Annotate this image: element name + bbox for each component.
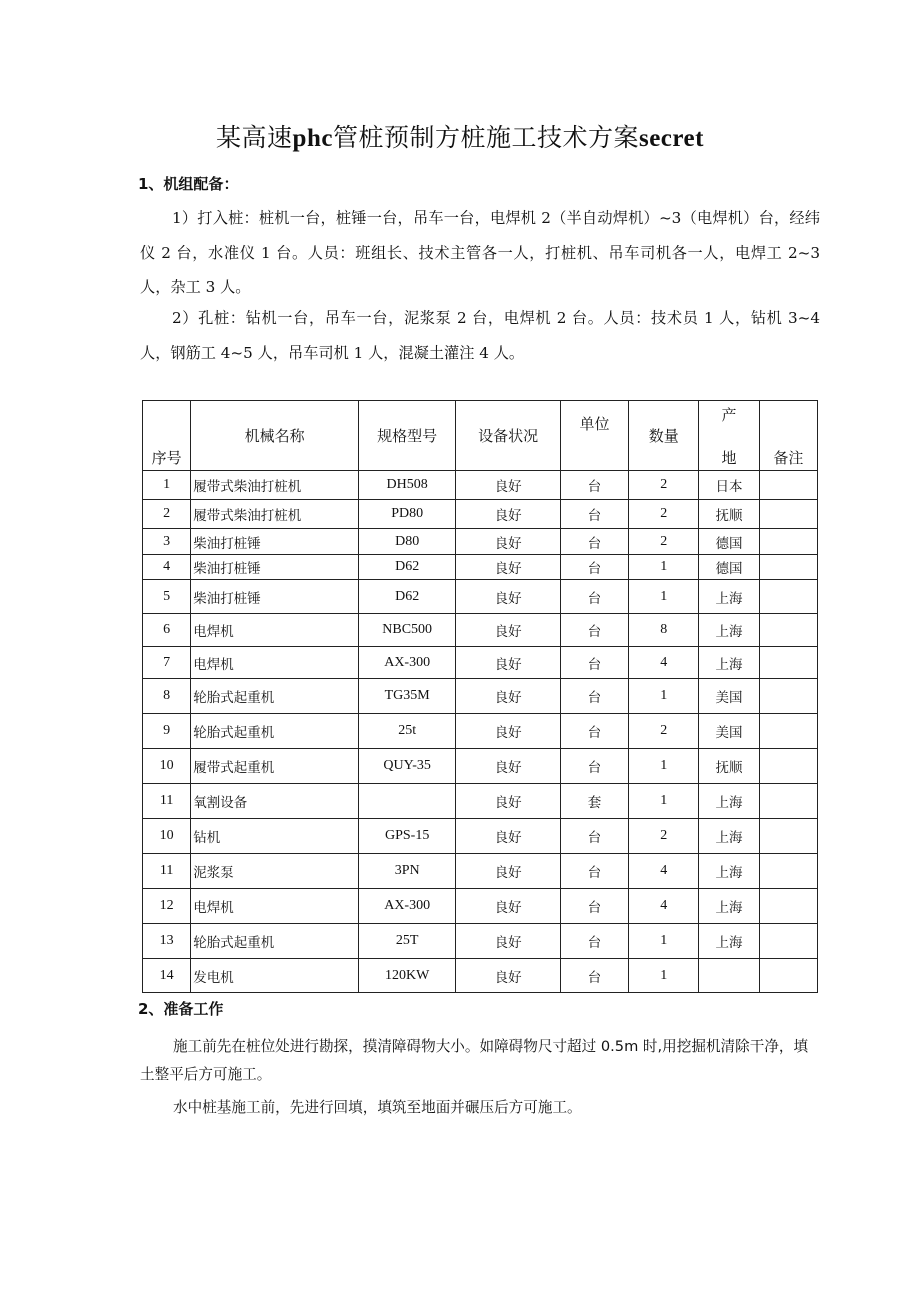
cell-name: 泥浆泵	[191, 854, 359, 889]
cell-qty: 2	[629, 819, 699, 854]
cell-unit: 台	[560, 471, 628, 500]
equipment-table	[142, 400, 818, 993]
cell-no: 4	[143, 555, 191, 580]
header-origin-bottom: 地	[721, 448, 737, 467]
cell-name: 轮胎式起重机	[191, 714, 359, 749]
cell-origin: 上海	[699, 580, 759, 614]
header-status-label: 设备状况	[478, 427, 539, 445]
cell-origin: 美国	[699, 714, 759, 749]
header-qty	[629, 401, 699, 471]
cell-qty: 1	[629, 580, 699, 614]
cell-status: 良好	[456, 784, 560, 819]
table-row	[143, 647, 818, 679]
table-row	[143, 749, 818, 784]
cell-name: 柴油打桩锤	[191, 555, 359, 580]
cell-unit: 台	[560, 889, 628, 924]
cell-origin: 上海	[699, 819, 759, 854]
cell-name: 电焊机	[191, 647, 359, 679]
cell-name: 氧割设备	[191, 784, 359, 819]
cell-unit: 台	[560, 714, 628, 749]
table-row	[143, 959, 818, 993]
cell-name: 轮胎式起重机	[191, 679, 359, 714]
title-bold-part: phc	[292, 125, 333, 152]
cell-no: 5	[143, 580, 191, 614]
cell-qty: 2	[629, 529, 699, 555]
table-row	[143, 500, 818, 529]
header-remark-label: 备注	[773, 449, 804, 467]
cell-origin: 德国	[699, 529, 759, 555]
cell-spec: AX-300	[358, 647, 455, 679]
page-title	[0, 118, 920, 159]
cell-spec: D62	[358, 555, 455, 580]
cell-origin: 上海	[699, 924, 759, 959]
cell-status: 良好	[456, 647, 560, 679]
cell-no: 1	[143, 471, 191, 500]
title-middle: 管桩预制方桩施工技术方案	[332, 123, 639, 152]
header-name	[191, 401, 359, 471]
cell-status: 良好	[456, 500, 560, 529]
cell-origin: 抚顺	[699, 749, 759, 784]
section2-heading: 2、准备工作	[138, 1000, 224, 1018]
cell-name: 轮胎式起重机	[191, 924, 359, 959]
cell-no: 2	[143, 500, 191, 529]
cell-origin: 上海	[699, 889, 759, 924]
cell-unit: 套	[560, 784, 628, 819]
table-row	[143, 555, 818, 580]
cell-qty: 4	[629, 647, 699, 679]
cell-status: 良好	[456, 819, 560, 854]
table-row	[143, 924, 818, 959]
title-prefix: 某高速	[216, 123, 293, 152]
cell-unit: 台	[560, 529, 628, 555]
cell-origin: 上海	[699, 784, 759, 819]
cell-name: 柴油打桩锤	[191, 580, 359, 614]
cell-spec: PD80	[358, 500, 455, 529]
header-unit	[560, 401, 628, 471]
cell-unit: 台	[560, 959, 628, 993]
cell-qty: 2	[629, 471, 699, 500]
cell-spec: 3PN	[358, 854, 455, 889]
cell-unit: 台	[560, 819, 628, 854]
title-suffix: secret	[638, 125, 704, 152]
cell-status: 良好	[456, 580, 560, 614]
cell-remark	[759, 924, 817, 959]
table-row	[143, 679, 818, 714]
cell-qty: 1	[629, 784, 699, 819]
cell-name: 钻机	[191, 819, 359, 854]
table-row	[143, 889, 818, 924]
cell-no: 12	[143, 889, 191, 924]
cell-status: 良好	[456, 679, 560, 714]
cell-unit: 台	[560, 580, 628, 614]
cell-status: 良好	[456, 714, 560, 749]
cell-origin: 德国	[699, 555, 759, 580]
cell-no: 11	[143, 784, 191, 819]
cell-remark	[759, 614, 817, 647]
cell-origin: 上海	[699, 854, 759, 889]
cell-origin: 美国	[699, 679, 759, 714]
cell-no: 11	[143, 854, 191, 889]
table-row	[143, 471, 818, 500]
table-row	[143, 784, 818, 819]
cell-remark	[759, 749, 817, 784]
cell-qty: 4	[629, 889, 699, 924]
cell-spec: D62	[358, 580, 455, 614]
cell-no: 6	[143, 614, 191, 647]
cell-status: 良好	[456, 749, 560, 784]
cell-name: 履带式起重机	[191, 749, 359, 784]
cell-status: 良好	[456, 924, 560, 959]
cell-spec: D80	[358, 529, 455, 555]
section1-para1: 1）打入桩：桩机一台，桩锤一台，吊车一台，电焊机 2（半自动焊机）~3（电焊机）台，经纬仪 2 台，水准仪 1 台。人员：班组长、技术主管各一人，打桩机、吊车司机各一人，电焊工 2~3 人，杂工 3 人。	[140, 209, 820, 296]
cell-unit: 台	[560, 749, 628, 784]
cell-no: 10	[143, 749, 191, 784]
cell-remark	[759, 959, 817, 993]
cell-name: 履带式柴油打桩机	[191, 471, 359, 500]
cell-spec: GPS-15	[358, 819, 455, 854]
cell-status: 良好	[456, 614, 560, 647]
table-row	[143, 580, 818, 614]
cell-remark	[759, 500, 817, 529]
cell-origin: 抚顺	[699, 500, 759, 529]
cell-spec: QUY-35	[358, 749, 455, 784]
table-row	[143, 819, 818, 854]
header-no-label: 序号	[151, 449, 182, 467]
cell-origin: 上海	[699, 647, 759, 679]
cell-qty: 2	[629, 714, 699, 749]
cell-name: 柴油打桩锤	[191, 529, 359, 555]
header-qty-label: 数量	[648, 427, 679, 445]
cell-remark	[759, 679, 817, 714]
section2-para2: 水中桩基施工前，先进行回填，填筑至地面并碾压后方可施工。	[173, 1099, 582, 1116]
cell-remark	[759, 889, 817, 924]
section2-para1: 施工前先在桩位处进行勘探，摸清障碍物大小。如障碍物尺寸超过 0.5m 时,用挖掘机清除干净，填土整平后方可施工。	[140, 1038, 809, 1083]
cell-remark	[759, 784, 817, 819]
table-row	[143, 529, 818, 555]
cell-qty: 4	[629, 854, 699, 889]
cell-origin: 上海	[699, 614, 759, 647]
cell-no: 10	[143, 819, 191, 854]
cell-unit: 台	[560, 854, 628, 889]
cell-status: 良好	[456, 529, 560, 555]
header-remark	[759, 401, 817, 471]
cell-no: 8	[143, 679, 191, 714]
cell-qty: 1	[629, 679, 699, 714]
cell-qty: 1	[629, 959, 699, 993]
header-origin	[699, 401, 759, 471]
cell-spec: 25T	[358, 924, 455, 959]
cell-remark	[759, 529, 817, 555]
cell-remark	[759, 580, 817, 614]
cell-qty: 2	[629, 500, 699, 529]
cell-spec: 120KW	[358, 959, 455, 993]
cell-remark	[759, 819, 817, 854]
section1-heading: 1、机组配备：	[138, 175, 239, 193]
cell-origin	[699, 959, 759, 993]
table-header-row	[143, 401, 818, 471]
cell-qty: 1	[629, 555, 699, 580]
cell-status: 良好	[456, 959, 560, 993]
cell-remark	[759, 555, 817, 580]
cell-remark	[759, 647, 817, 679]
cell-status: 良好	[456, 854, 560, 889]
cell-remark	[759, 471, 817, 500]
header-no	[143, 401, 191, 471]
header-origin-top: 产	[721, 405, 737, 424]
cell-name: 发电机	[191, 959, 359, 993]
cell-name: 电焊机	[191, 889, 359, 924]
cell-name: 履带式柴油打桩机	[191, 500, 359, 529]
header-name-label: 机械名称	[244, 427, 305, 445]
cell-status: 良好	[456, 555, 560, 580]
cell-qty: 1	[629, 749, 699, 784]
cell-unit: 台	[560, 555, 628, 580]
cell-spec: AX-300	[358, 889, 455, 924]
cell-status: 良好	[456, 889, 560, 924]
cell-no: 13	[143, 924, 191, 959]
cell-spec: TG35M	[358, 679, 455, 714]
cell-no: 7	[143, 647, 191, 679]
header-unit-label: 单位	[579, 415, 610, 433]
cell-unit: 台	[560, 679, 628, 714]
cell-unit: 台	[560, 614, 628, 647]
cell-origin: 日本	[699, 471, 759, 500]
header-spec	[358, 401, 455, 471]
header-status	[456, 401, 560, 471]
cell-remark	[759, 854, 817, 889]
cell-no: 9	[143, 714, 191, 749]
cell-qty: 8	[629, 614, 699, 647]
table-row	[143, 714, 818, 749]
section1-para2: 2）孔桩：钻机一台，吊车一台，泥浆泵 2 台，电焊机 2 台。人员：技术员 1 人，钻机 3~4 人，钢筋工 4~5 人，吊车司机 1 人，混凝土灌注 4 人。	[140, 309, 820, 362]
cell-spec	[358, 784, 455, 819]
cell-unit: 台	[560, 924, 628, 959]
table-row	[143, 614, 818, 647]
cell-spec: 25t	[358, 714, 455, 749]
header-spec-label: 规格型号	[377, 427, 438, 445]
cell-unit: 台	[560, 500, 628, 529]
table-row	[143, 854, 818, 889]
cell-qty: 1	[629, 924, 699, 959]
cell-unit: 台	[560, 647, 628, 679]
cell-no: 14	[143, 959, 191, 993]
cell-spec: DH508	[358, 471, 455, 500]
cell-status: 良好	[456, 471, 560, 500]
cell-spec: NBC500	[358, 614, 455, 647]
cell-no: 3	[143, 529, 191, 555]
cell-name: 电焊机	[191, 614, 359, 647]
cell-remark	[759, 714, 817, 749]
